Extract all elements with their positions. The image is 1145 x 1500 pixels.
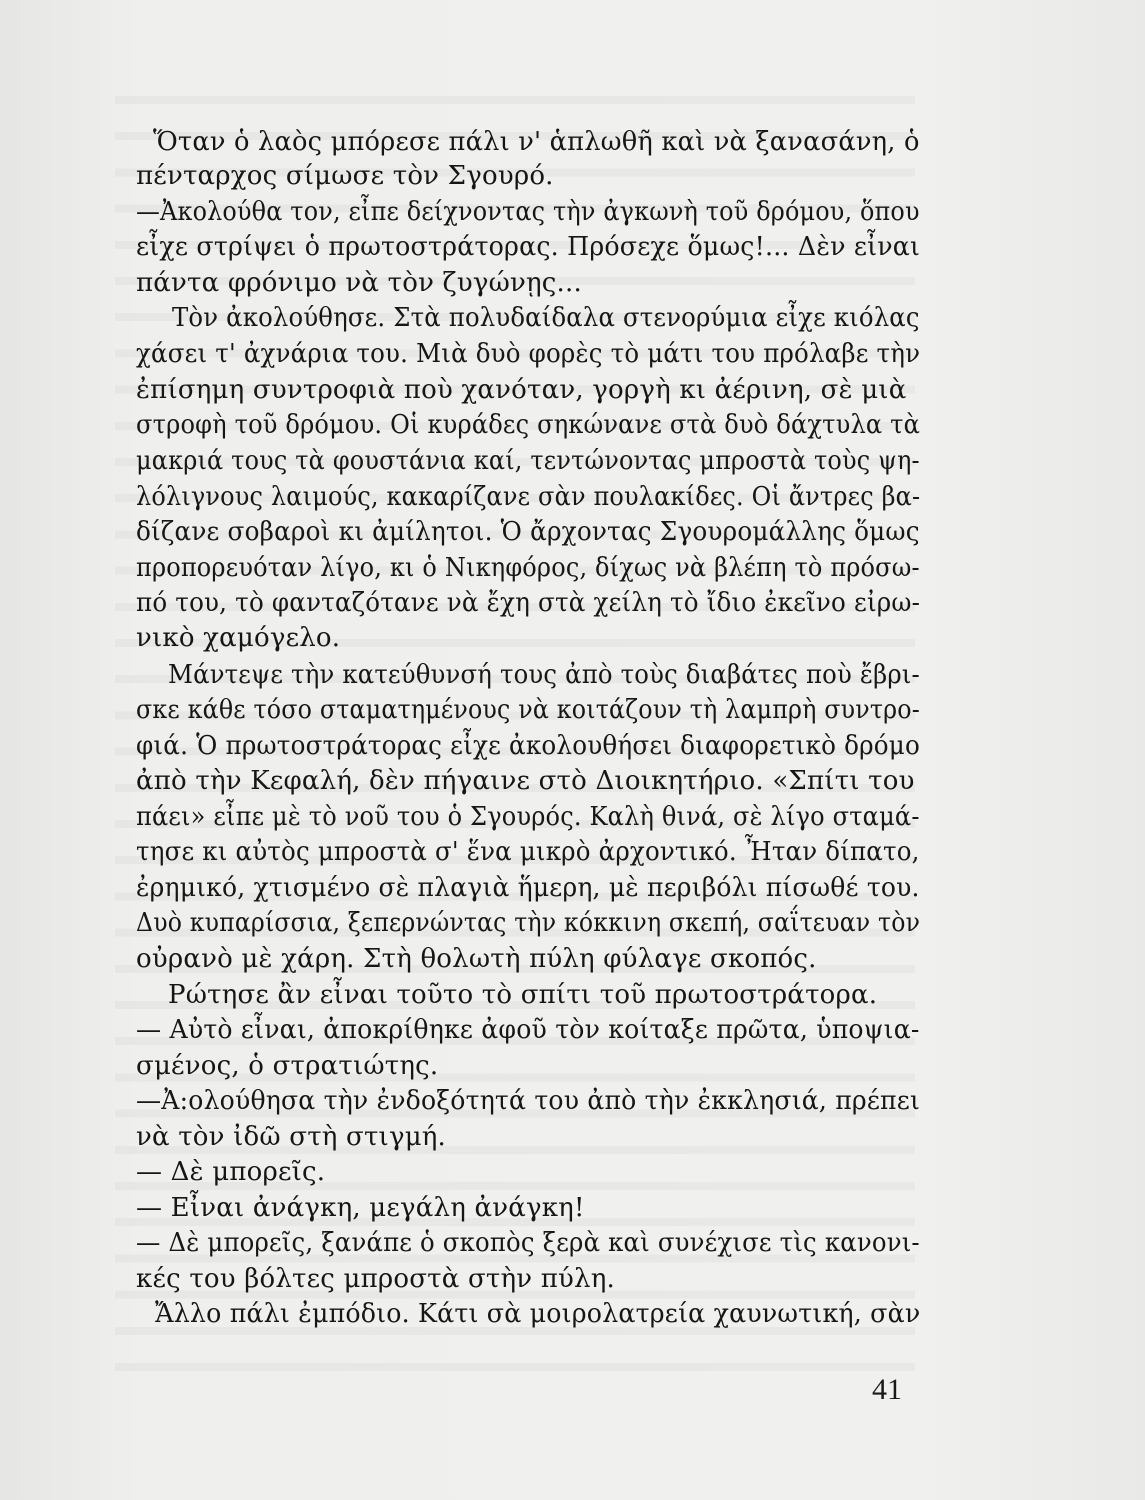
page-number: 41 — [872, 1373, 902, 1406]
text-line: —Ἀκολούθα τον, εἶπε δείχνοντας τὴν ἀγκωνὴ τοῦ δρόμου, ὅπου — [136, 197, 920, 227]
text-line: σκε κάθε τόσο σταματημένους νὰ κοιτάζουν τὴ λαμπρὴ συντρο- — [136, 695, 920, 725]
text-line: λόλιγνους λαιμούς, κακαρίζανε σὰν πουλακίδες. Οἱ ἄντρες βα- — [136, 482, 921, 512]
text-line: πένταρχος σίμωσε τὸν Σγουρό. — [136, 161, 554, 191]
text-line: εἶχε στρίψει ὁ πρωτοστράτορας. Πρόσεχε ὅμως!... Δὲν εἶναι — [136, 232, 921, 262]
text-line: Ἄλλο πάλι ἐμπόδιο. Κάτι σὰ μοιρολατρεία χαυνωτική, σὰν — [155, 1299, 921, 1329]
text-line: ἀπὸ τὴν Κεφαλή, δὲν πήγαινε στὸ Διοικητήριο. «Σπίτι του — [136, 766, 915, 796]
text-line: Μάντεψε τὴν κατεύθυνσή τους ἀπὸ τοὺς διαβάτες ποὺ ἔβρι- — [168, 660, 920, 690]
text-line: — Δὲ μπορεῖς. — [136, 1157, 326, 1187]
text-line: — Εἶναι ἀνάγκη, μεγάλη ἀνάγκη! — [136, 1193, 585, 1223]
text-line: δίζανε σοβαροὶ κι ἀμίλητοι. Ὁ ἄρχοντας Σγουρομάλλης ὅμως — [136, 517, 920, 547]
text-line: προπορευόταν λίγο, κι ὁ Νικηφόρος, δίχως νὰ βλέπη τὸ πρόσω- — [136, 553, 920, 583]
text-line: μακριά τους τὰ φουστάνια καί, τεντώνοντας μπροστὰ τοὺς ψη- — [136, 446, 920, 476]
text-line: ἐρημικό, χτισμένο σὲ πλαγιὰ ἥμερη, μὲ περιβόλι πίσωθέ του. — [136, 873, 920, 903]
text-line: χάσει τ' ἀχνάρια του. Μιὰ δυὸ φορὲς τὸ μάτι του πρόλαβε τὴν — [136, 339, 921, 369]
text-line: ἐπίσημη συντροφιὰ ποὺ χανόταν, γοργὴ κι ἀέρινη, σὲ μιὰ — [136, 375, 907, 405]
text-line: —Ἀ:ολούθησα τὴν ἐνδοξότητά του ἀπὸ τὴν ἐκκλησιά, πρέπει — [136, 1086, 920, 1116]
text-line: Τὸν ἀκολούθησε. Στὰ πολυδαίδαλα στενορύμια εἶχε κιόλας — [172, 303, 920, 333]
text-line: Δυὸ κυπαρίσσια, ξεπερνώντας τὴν κόκκινη σκεπή, σαΐτευαν τὸν — [136, 908, 921, 938]
text-line: τησε κι αὐτὸς μπροστὰ σ' ἕνα μικρὸ ἀρχοντικό. Ἦταν δίπατο, — [136, 837, 920, 867]
text-line: πό του, τὸ φανταζότανε νὰ ἔχη στὰ χείλη τὸ ἴδιο ἐκεῖνο εἰρω- — [136, 588, 921, 618]
text-line: πάντα φρόνιμο νὰ τὸν ζυγώνῃς... — [136, 268, 582, 298]
text-line: Ρώτησε ἂν εἶναι τοῦτο τὸ σπίτι τοῦ πρωτοστράτορα. — [168, 980, 878, 1010]
text-line: Ὅταν ὁ λαὸς μπόρεσε πάλι ν' ἁπλωθῆ καὶ νὰ ξανασάνη, ὁ — [153, 127, 920, 157]
text-line: φιά. Ὁ πρωτοστράτορας εἶχε ἀκολουθήσει διαφορετικὸ δρόμο — [136, 731, 920, 761]
text-line: — Αὐτὸ εἶναι, ἀποκρίθηκε ἀφοῦ τὸν κοίταξε πρῶτα, ὑποψια- — [136, 1015, 920, 1045]
text-line: σμένος, ὁ στρατιώτης. — [136, 1051, 439, 1081]
text-line: νικὸ χαμόγελο. — [136, 623, 341, 653]
text-line: οὐρανὸ μὲ χάρη. Στὴ θολωτὴ πύλη φύλαγε σκοπός. — [136, 944, 817, 974]
text-line: πάει» εἶπε μὲ τὸ νοῦ του ὁ Σγουρός. Καλὴ θινά, σὲ λίγο σταμά- — [136, 802, 920, 832]
text-line: κές του βόλτες μπροστὰ στὴν πύλη. — [136, 1264, 615, 1294]
text-line: — Δὲ μπορεῖς, ξανάπε ὁ σκοπὸς ξερὰ καὶ συνέχισε τὶς κανονι- — [136, 1228, 920, 1258]
text-line: νὰ τὸν ἰδῶ στὴ στιγμή. — [136, 1122, 447, 1152]
text-line: στροφὴ τοῦ δρόμου. Οἱ κυράδες σηκώνανε στὰ δυὸ δάχτυλα τὰ — [136, 410, 921, 440]
